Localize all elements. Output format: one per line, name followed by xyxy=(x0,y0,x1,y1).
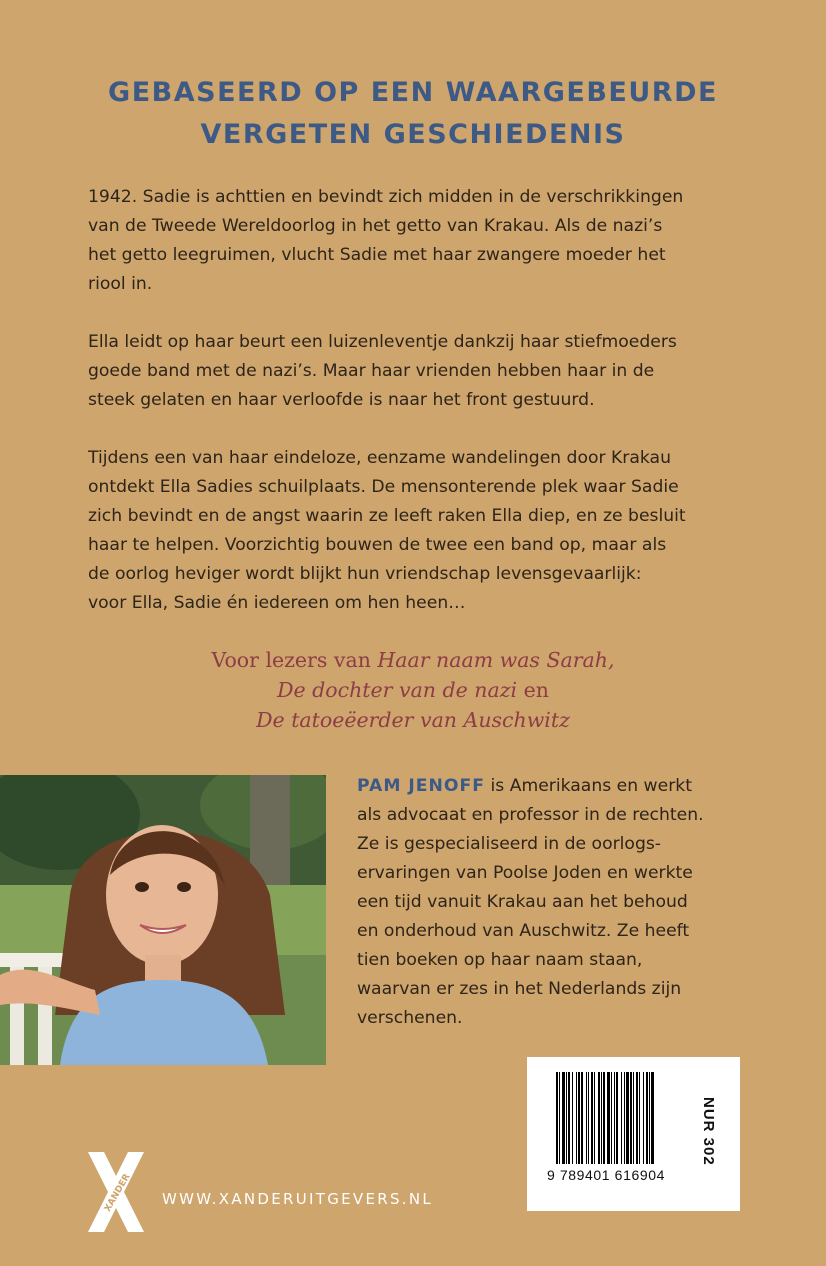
barcode-bar xyxy=(603,1072,605,1164)
barcode-bars xyxy=(556,1072,706,1167)
barcode-bar xyxy=(566,1072,567,1164)
barcode-bar xyxy=(616,1072,618,1164)
bio-line: een tijd vanuit Krakau aan het behoud xyxy=(357,892,688,912)
bio-line: Ze is gespecialiseerd in de oorlogs- xyxy=(357,834,662,854)
tagline-title-3: De tatoeëerder van Auschwitz xyxy=(256,708,570,732)
blurb-line: ontdekt Ella Sadies schuilplaats. De mensonterende plek waar Sadie xyxy=(88,477,679,497)
blurb-line: haar te helpen. Voorzichtig bouwen de twee een band op, maar als xyxy=(88,535,667,555)
headline-line-2: VERGETEN GESCHIEDENIS xyxy=(200,119,626,150)
bio-line: en onderhoud van Auschwitz. Ze heeft xyxy=(357,921,690,941)
blurb-line: zich bevindt en de angst waarin ze leeft raken Ella diep, en ze besluit xyxy=(88,506,686,526)
blurb-paragraph xyxy=(88,183,748,299)
barcode-bar xyxy=(614,1072,615,1164)
barcode-bar xyxy=(624,1072,625,1164)
bio-line-1 xyxy=(357,772,807,801)
tagline-conjunction: en xyxy=(517,678,549,702)
blurb-line: Ella leidt op haar beurt een luizenleventje dankzij haar stiefmoeders xyxy=(88,332,677,352)
barcode-bar xyxy=(607,1072,610,1164)
barcode-bar xyxy=(559,1072,560,1164)
xander-logo xyxy=(88,1152,144,1232)
blurb-line: steek gelaten en haar verloofde is naar het front gestuurd. xyxy=(88,390,595,410)
blurb xyxy=(88,183,748,647)
barcode-bar xyxy=(581,1072,583,1164)
barcode-bar xyxy=(639,1072,640,1164)
headline xyxy=(0,72,826,156)
barcode-bar xyxy=(594,1072,595,1164)
author-photo xyxy=(0,775,326,1065)
publisher-website[interactable]: WWW.XANDERUITGEVERS.NL xyxy=(162,1190,434,1208)
bio-line: ervaringen van Poolse Joden en werkte xyxy=(357,863,693,883)
isbn-number: 9 789401 616904 xyxy=(547,1167,665,1183)
barcode-bar xyxy=(601,1072,602,1164)
blurb-line: voor Ella, Sadie én iedereen om hen heen… xyxy=(88,593,466,613)
tagline-line-1 xyxy=(0,645,826,675)
blurb-line: 1942. Sadie is achttien en bevindt zich midden in de verschrikkingen xyxy=(88,187,684,207)
barcode xyxy=(527,1057,740,1211)
blurb-line: goede band met de nazi’s. Maar haar vrienden hebben haar in de xyxy=(88,361,655,381)
barcode-bar xyxy=(562,1072,565,1164)
barcode-bar xyxy=(633,1072,634,1164)
barcode-bar xyxy=(572,1072,573,1164)
bio-line: verschenen. xyxy=(357,1008,463,1028)
tagline-prefix: Voor lezers van xyxy=(211,648,378,672)
blurb-line: riool in. xyxy=(88,274,153,294)
barcode-bar xyxy=(611,1072,612,1164)
barcode-bar xyxy=(643,1072,644,1164)
tagline-line-2 xyxy=(0,675,826,705)
bio-line: waarvan er zes in het Nederlands zijn xyxy=(357,979,682,999)
barcode-bar xyxy=(630,1072,632,1164)
blurb-line: de oorlog heviger wordt blijkt hun vriendschap levensgevaarlijk: xyxy=(88,564,642,584)
barcode-bar xyxy=(586,1072,587,1164)
comparison-tagline xyxy=(0,645,826,735)
barcode-bar xyxy=(578,1072,580,1164)
barcode-bar xyxy=(568,1072,570,1164)
barcode-bar xyxy=(556,1072,558,1164)
barcode-bar xyxy=(591,1072,593,1164)
barcode-bar xyxy=(649,1072,650,1164)
headline-line-1: GEBASEERD OP EEN WAARGEBEURDE xyxy=(108,77,718,108)
barcode-bar xyxy=(588,1072,589,1164)
barcode-bar xyxy=(576,1072,577,1164)
blurb-paragraph xyxy=(88,328,748,415)
bio-text: is Amerikaans en werkt xyxy=(485,776,692,796)
logo-text: XANDER xyxy=(102,1172,133,1214)
tagline-title-2: De dochter van de nazi xyxy=(277,678,518,702)
barcode-bar xyxy=(598,1072,600,1164)
tagline-line-3 xyxy=(0,705,826,735)
bio-line: als advocaat en professor in de rechten. xyxy=(357,805,704,825)
blurb-line: het getto leegruimen, vlucht Sadie met haar zwangere moeder het xyxy=(88,245,666,265)
author-name: PAM JENOFF xyxy=(357,776,486,796)
tagline-title-1: Haar naam was Sarah, xyxy=(377,648,615,672)
blurb-line: van de Tweede Wereldoorlog in het getto van Krakau. Als de nazi’s xyxy=(88,216,663,236)
barcode-bar xyxy=(646,1072,648,1164)
blurb-paragraph xyxy=(88,444,748,618)
bio-line: tien boeken op haar naam staan, xyxy=(357,950,643,970)
author-bio xyxy=(357,772,807,1033)
barcode-bar xyxy=(626,1072,629,1164)
blurb-line: Tijdens een van haar eindeloze, eenzame wandelingen door Krakau xyxy=(88,448,671,468)
barcode-bar xyxy=(651,1072,654,1164)
barcode-bar xyxy=(636,1072,638,1164)
nur-code: NUR 302 xyxy=(700,1097,717,1166)
barcode-bar xyxy=(621,1072,622,1164)
